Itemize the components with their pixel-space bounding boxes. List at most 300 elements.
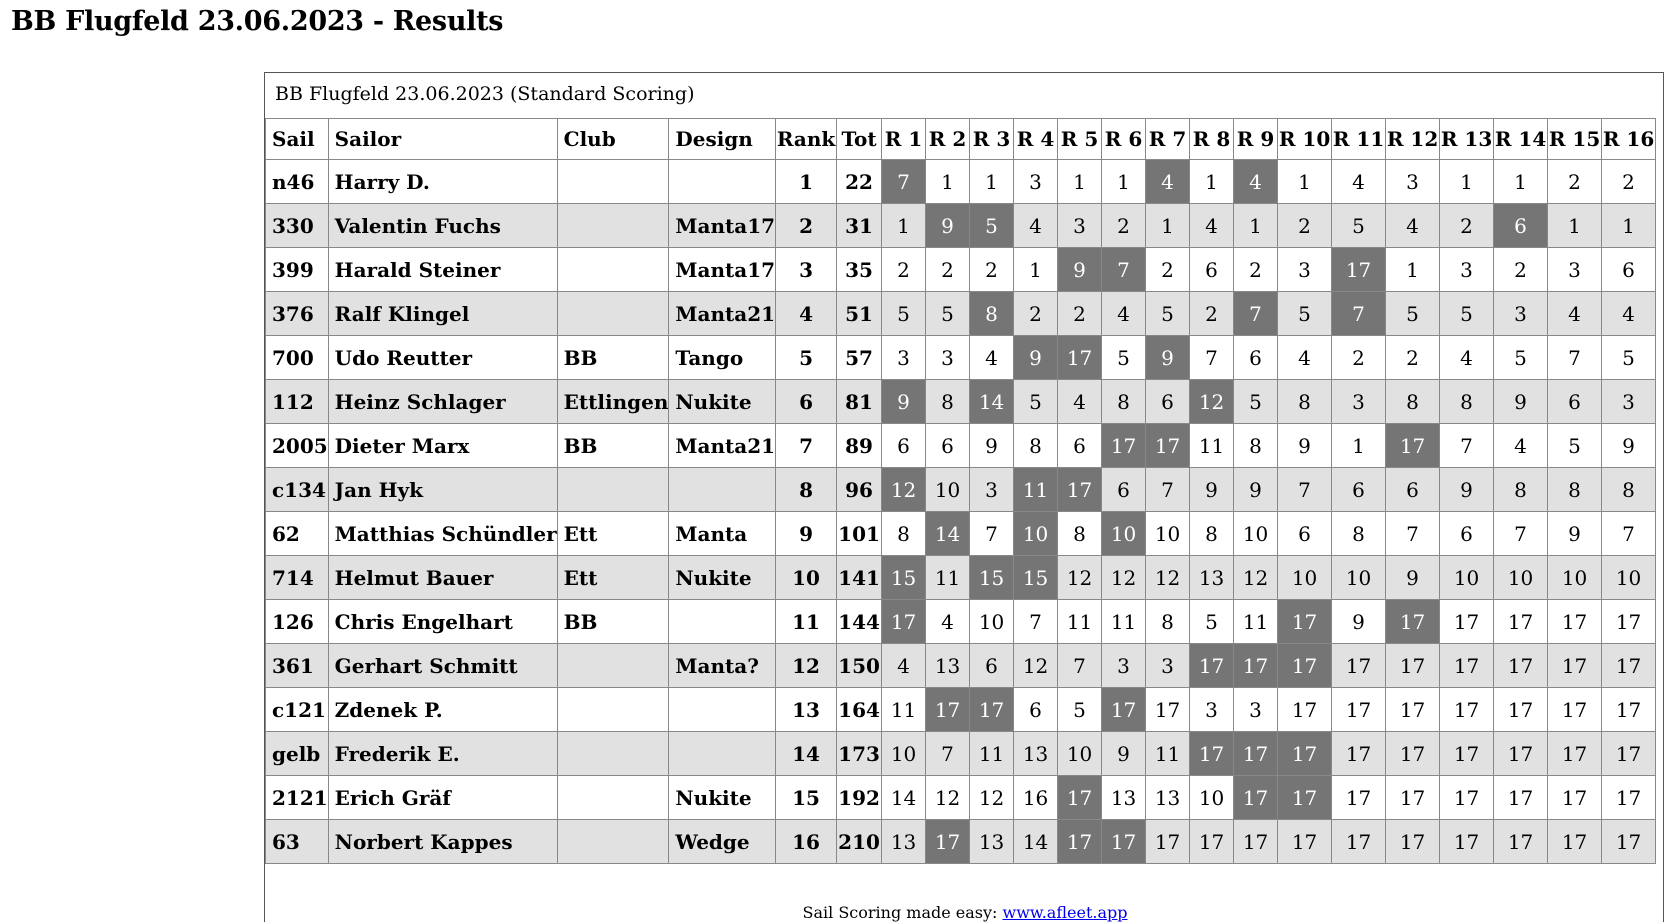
race-cell: 2 — [1058, 292, 1102, 336]
race-cell-dropped: 9 — [1058, 248, 1102, 292]
race-cell: 1 — [970, 160, 1014, 204]
race-cell: 6 — [1234, 336, 1278, 380]
results-body — [266, 160, 1656, 864]
race-cell: 2 — [1278, 204, 1332, 248]
race-cell-dropped: 17 — [926, 688, 970, 732]
race-cell: 12 — [1102, 556, 1146, 600]
race-cell: 5 — [926, 292, 970, 336]
tot-cell: 150 — [837, 644, 882, 688]
race-cell-dropped: 11 — [1014, 468, 1058, 512]
table-row — [266, 248, 1656, 292]
race-cell: 17 — [1494, 732, 1548, 776]
race-cell: 7 — [1602, 512, 1656, 556]
race-cell: 17 — [1548, 776, 1602, 820]
tot-cell: 141 — [837, 556, 882, 600]
column-header-r-6: R 6 — [1102, 119, 1146, 160]
race-cell: 1 — [1332, 424, 1386, 468]
column-header-r-1: R 1 — [882, 119, 926, 160]
race-cell: 6 — [1548, 380, 1602, 424]
race-cell: 1 — [1602, 204, 1656, 248]
race-cell: 1 — [1440, 160, 1494, 204]
race-cell-dropped: 17 — [970, 688, 1014, 732]
race-cell: 7 — [1190, 336, 1234, 380]
sailor-cell: Matthias Schündler — [328, 512, 557, 556]
club-cell — [557, 468, 669, 512]
sail-cell: c121 — [266, 688, 329, 732]
race-cell: 5 — [882, 292, 926, 336]
race-cell: 17 — [1602, 644, 1656, 688]
race-cell: 6 — [882, 424, 926, 468]
race-cell: 16 — [1014, 776, 1058, 820]
race-cell: 2 — [1014, 292, 1058, 336]
race-cell: 8 — [1190, 512, 1234, 556]
race-cell: 17 — [1440, 688, 1494, 732]
rank-cell: 6 — [776, 380, 837, 424]
race-cell-dropped: 17 — [1278, 644, 1332, 688]
table-row — [266, 776, 1656, 820]
race-cell-dropped: 12 — [882, 468, 926, 512]
column-header-r-2: R 2 — [926, 119, 970, 160]
tot-cell: 31 — [837, 204, 882, 248]
race-cell: 12 — [1234, 556, 1278, 600]
column-header-r-12: R 12 — [1386, 119, 1440, 160]
race-cell: 4 — [1278, 336, 1332, 380]
tot-cell: 89 — [837, 424, 882, 468]
race-cell: 3 — [1058, 204, 1102, 248]
race-cell: 13 — [882, 820, 926, 864]
race-cell: 3 — [1190, 688, 1234, 732]
race-cell: 17 — [1548, 600, 1602, 644]
column-header-r-7: R 7 — [1146, 119, 1190, 160]
race-cell-dropped: 17 — [1102, 424, 1146, 468]
tot-cell: 173 — [837, 732, 882, 776]
sailor-cell: Chris Engelhart — [328, 600, 557, 644]
race-cell: 17 — [1146, 820, 1190, 864]
race-cell: 4 — [882, 644, 926, 688]
race-cell: 12 — [970, 776, 1014, 820]
sail-cell: 2121 — [266, 776, 329, 820]
race-cell: 8 — [1278, 380, 1332, 424]
race-cell: 6 — [1146, 380, 1190, 424]
race-cell: 10 — [1234, 512, 1278, 556]
design-cell: Nukite — [669, 556, 776, 600]
race-cell: 17 — [1146, 688, 1190, 732]
club-cell — [557, 732, 669, 776]
race-cell: 2 — [1548, 160, 1602, 204]
rank-cell: 8 — [776, 468, 837, 512]
club-cell — [557, 292, 669, 336]
race-cell: 13 — [970, 820, 1014, 864]
tot-cell: 51 — [837, 292, 882, 336]
club-cell: Ett — [557, 556, 669, 600]
table-row — [266, 292, 1656, 336]
race-cell: 10 — [1440, 556, 1494, 600]
club-cell — [557, 160, 669, 204]
race-cell: 6 — [1386, 468, 1440, 512]
tot-cell: 144 — [837, 600, 882, 644]
column-header-r-3: R 3 — [970, 119, 1014, 160]
club-cell: BB — [557, 424, 669, 468]
design-cell — [669, 600, 776, 644]
race-cell: 8 — [926, 380, 970, 424]
rank-cell: 12 — [776, 644, 837, 688]
sail-cell: 126 — [266, 600, 329, 644]
race-cell: 5 — [1278, 292, 1332, 336]
race-cell: 17 — [1332, 732, 1386, 776]
tot-cell: 192 — [837, 776, 882, 820]
sail-cell: 63 — [266, 820, 329, 864]
race-cell: 9 — [970, 424, 1014, 468]
club-cell: Ett — [557, 512, 669, 556]
race-cell: 17 — [1548, 820, 1602, 864]
sail-cell: 2005 — [266, 424, 329, 468]
sailor-cell: Helmut Bauer — [328, 556, 557, 600]
race-cell: 17 — [1332, 820, 1386, 864]
race-cell: 2 — [970, 248, 1014, 292]
table-row — [266, 512, 1656, 556]
race-cell-dropped: 5 — [970, 204, 1014, 248]
race-cell: 1 — [1190, 160, 1234, 204]
race-cell: 9 — [1386, 556, 1440, 600]
race-cell-dropped: 17 — [1332, 248, 1386, 292]
race-cell: 6 — [1332, 468, 1386, 512]
race-cell: 6 — [1058, 424, 1102, 468]
race-cell: 11 — [882, 688, 926, 732]
design-cell — [669, 160, 776, 204]
sail-cell: 62 — [266, 512, 329, 556]
column-header-sail: Sail — [266, 119, 329, 160]
race-cell: 17 — [1440, 776, 1494, 820]
race-cell-dropped: 9 — [1146, 336, 1190, 380]
race-cell: 14 — [882, 776, 926, 820]
rank-cell: 11 — [776, 600, 837, 644]
race-cell: 8 — [1332, 512, 1386, 556]
race-cell: 7 — [926, 732, 970, 776]
tot-cell: 35 — [837, 248, 882, 292]
rank-cell: 3 — [776, 248, 837, 292]
rank-cell: 16 — [776, 820, 837, 864]
table-row — [266, 688, 1656, 732]
table-caption: BB Flugfeld 23.06.2023 (Standard Scoring) — [275, 83, 695, 105]
race-cell: 6 — [926, 424, 970, 468]
race-cell: 7 — [1014, 600, 1058, 644]
race-cell: 3 — [882, 336, 926, 380]
race-cell: 13 — [1190, 556, 1234, 600]
club-cell — [557, 204, 669, 248]
race-cell: 17 — [1548, 732, 1602, 776]
design-cell: Manta17 — [669, 204, 776, 248]
race-cell-dropped: 17 — [926, 820, 970, 864]
sailor-cell: Valentin Fuchs — [328, 204, 557, 248]
race-cell: 3 — [1234, 688, 1278, 732]
race-cell: 6 — [1278, 512, 1332, 556]
race-cell-dropped: 17 — [1190, 644, 1234, 688]
design-cell: Wedge — [669, 820, 776, 864]
race-cell: 4 — [1602, 292, 1656, 336]
race-cell: 17 — [1278, 820, 1332, 864]
column-header-r-9: R 9 — [1234, 119, 1278, 160]
design-cell: Manta21 — [669, 424, 776, 468]
race-cell: 12 — [926, 776, 970, 820]
column-header-r-15: R 15 — [1548, 119, 1602, 160]
table-row — [266, 160, 1656, 204]
race-cell-dropped: 17 — [1278, 732, 1332, 776]
race-cell: 17 — [1332, 644, 1386, 688]
sail-cell: 376 — [266, 292, 329, 336]
race-cell-dropped: 17 — [1234, 776, 1278, 820]
race-cell: 17 — [1494, 820, 1548, 864]
race-cell: 8 — [1548, 468, 1602, 512]
race-cell: 3 — [1494, 292, 1548, 336]
race-cell: 14 — [1014, 820, 1058, 864]
design-cell: Tango — [669, 336, 776, 380]
race-cell: 5 — [1014, 380, 1058, 424]
club-cell — [557, 248, 669, 292]
rank-cell: 2 — [776, 204, 837, 248]
race-cell: 5 — [1494, 336, 1548, 380]
sailor-cell: Zdenek P. — [328, 688, 557, 732]
race-cell: 7 — [1386, 512, 1440, 556]
race-cell: 10 — [882, 732, 926, 776]
race-cell-dropped: 6 — [1494, 204, 1548, 248]
race-cell: 17 — [1602, 732, 1656, 776]
race-cell: 17 — [1278, 688, 1332, 732]
race-cell: 4 — [1332, 160, 1386, 204]
race-cell: 4 — [1190, 204, 1234, 248]
design-cell: Manta17 — [669, 248, 776, 292]
race-cell: 5 — [1386, 292, 1440, 336]
column-header-club: Club — [557, 119, 669, 160]
race-cell: 5 — [1102, 336, 1146, 380]
race-cell: 2 — [1190, 292, 1234, 336]
sail-cell: 330 — [266, 204, 329, 248]
race-cell: 2 — [926, 248, 970, 292]
race-cell: 2 — [1602, 160, 1656, 204]
afleet-link[interactable]: www.afleet.app — [1002, 903, 1128, 922]
rank-cell: 5 — [776, 336, 837, 380]
race-cell: 10 — [1548, 556, 1602, 600]
race-cell: 1 — [1494, 160, 1548, 204]
race-cell-dropped: 17 — [1058, 820, 1102, 864]
race-cell-dropped: 10 — [1102, 512, 1146, 556]
race-cell: 2 — [1332, 336, 1386, 380]
race-cell: 13 — [1014, 732, 1058, 776]
race-cell: 6 — [970, 644, 1014, 688]
race-cell-dropped: 17 — [1058, 468, 1102, 512]
tot-cell: 96 — [837, 468, 882, 512]
column-header-tot: Tot — [837, 119, 882, 160]
race-cell: 17 — [1332, 688, 1386, 732]
sailor-cell: Frederik E. — [328, 732, 557, 776]
race-cell-dropped: 9 — [882, 380, 926, 424]
column-header-r-13: R 13 — [1440, 119, 1494, 160]
race-cell: 9 — [1440, 468, 1494, 512]
race-cell-dropped: 17 — [1190, 732, 1234, 776]
race-cell: 3 — [1440, 248, 1494, 292]
sail-cell: 714 — [266, 556, 329, 600]
header-row — [266, 119, 1656, 160]
race-cell-dropped: 15 — [882, 556, 926, 600]
race-cell: 3 — [1602, 380, 1656, 424]
race-cell: 2 — [1440, 204, 1494, 248]
race-cell-dropped: 12 — [1190, 380, 1234, 424]
race-cell: 8 — [1234, 424, 1278, 468]
race-cell: 10 — [1190, 776, 1234, 820]
rank-cell: 14 — [776, 732, 837, 776]
race-cell: 1 — [1386, 248, 1440, 292]
column-header-r-14: R 14 — [1494, 119, 1548, 160]
race-cell-dropped: 17 — [1278, 776, 1332, 820]
race-cell: 17 — [1386, 688, 1440, 732]
race-cell: 8 — [1494, 468, 1548, 512]
club-cell — [557, 776, 669, 820]
design-cell: Manta — [669, 512, 776, 556]
race-cell: 10 — [1146, 512, 1190, 556]
table-row — [266, 644, 1656, 688]
rank-cell: 13 — [776, 688, 837, 732]
sail-cell: 700 — [266, 336, 329, 380]
race-cell: 4 — [1014, 204, 1058, 248]
race-cell-dropped: 9 — [1014, 336, 1058, 380]
race-cell: 6 — [1602, 248, 1656, 292]
column-header-r-4: R 4 — [1014, 119, 1058, 160]
sailor-cell: Ralf Klingel — [328, 292, 557, 336]
race-cell: 17 — [1494, 776, 1548, 820]
race-cell-dropped: 14 — [926, 512, 970, 556]
race-cell: 2 — [882, 248, 926, 292]
race-cell: 2 — [1494, 248, 1548, 292]
race-cell-dropped: 8 — [970, 292, 1014, 336]
race-cell: 17 — [1440, 600, 1494, 644]
sail-cell: 112 — [266, 380, 329, 424]
column-header-r-16: R 16 — [1602, 119, 1656, 160]
rank-cell: 10 — [776, 556, 837, 600]
race-cell-dropped: 17 — [1386, 600, 1440, 644]
race-cell: 1 — [1146, 204, 1190, 248]
race-cell: 3 — [1278, 248, 1332, 292]
sail-cell: n46 — [266, 160, 329, 204]
design-cell: Nukite — [669, 380, 776, 424]
design-cell: Manta? — [669, 644, 776, 688]
race-cell: 13 — [1146, 776, 1190, 820]
rank-cell: 15 — [776, 776, 837, 820]
rank-cell: 7 — [776, 424, 837, 468]
club-cell: BB — [557, 336, 669, 380]
race-cell: 7 — [970, 512, 1014, 556]
sail-cell: 361 — [266, 644, 329, 688]
race-cell: 7 — [1278, 468, 1332, 512]
race-cell: 11 — [1058, 600, 1102, 644]
race-cell: 17 — [1386, 776, 1440, 820]
tot-cell: 57 — [837, 336, 882, 380]
sail-cell: 399 — [266, 248, 329, 292]
table-row — [266, 556, 1656, 600]
race-cell-dropped: 17 — [1146, 424, 1190, 468]
race-cell: 7 — [1146, 468, 1190, 512]
column-header-r-5: R 5 — [1058, 119, 1102, 160]
race-cell: 5 — [1190, 600, 1234, 644]
race-cell-dropped: 15 — [1014, 556, 1058, 600]
race-cell: 11 — [926, 556, 970, 600]
results-table — [265, 118, 1656, 864]
race-cell: 11 — [970, 732, 1014, 776]
column-header-r-11: R 11 — [1332, 119, 1386, 160]
race-cell: 11 — [1146, 732, 1190, 776]
sailor-cell: Erich Gräf — [328, 776, 557, 820]
race-cell: 12 — [1014, 644, 1058, 688]
race-cell-dropped: 7 — [1234, 292, 1278, 336]
race-cell: 10 — [926, 468, 970, 512]
race-cell: 4 — [1440, 336, 1494, 380]
race-cell: 9 — [1332, 600, 1386, 644]
race-cell: 17 — [1602, 688, 1656, 732]
race-cell: 3 — [1386, 160, 1440, 204]
race-cell: 17 — [1548, 688, 1602, 732]
table-row — [266, 600, 1656, 644]
race-cell: 5 — [1440, 292, 1494, 336]
race-cell-dropped: 10 — [1014, 512, 1058, 556]
race-cell: 9 — [1602, 424, 1656, 468]
race-cell: 9 — [1102, 732, 1146, 776]
race-cell: 11 — [1234, 600, 1278, 644]
race-cell: 4 — [1386, 204, 1440, 248]
race-cell: 10 — [1278, 556, 1332, 600]
design-cell — [669, 468, 776, 512]
tot-cell: 22 — [837, 160, 882, 204]
race-cell: 3 — [1548, 248, 1602, 292]
race-cell: 2 — [1234, 248, 1278, 292]
column-header-rank: Rank — [776, 119, 837, 160]
race-cell: 2 — [1102, 204, 1146, 248]
tot-cell: 210 — [837, 820, 882, 864]
sail-cell: gelb — [266, 732, 329, 776]
race-cell: 1 — [1058, 160, 1102, 204]
column-header-sailor: Sailor — [328, 119, 557, 160]
race-cell: 17 — [1494, 688, 1548, 732]
race-cell: 8 — [1014, 424, 1058, 468]
table-row — [266, 424, 1656, 468]
race-cell: 8 — [1440, 380, 1494, 424]
race-cell: 17 — [1494, 644, 1548, 688]
sailor-cell: Norbert Kappes — [328, 820, 557, 864]
race-cell: 8 — [1386, 380, 1440, 424]
race-cell-dropped: 17 — [882, 600, 926, 644]
results-container — [264, 72, 1664, 922]
race-cell: 1 — [1102, 160, 1146, 204]
race-cell: 3 — [926, 336, 970, 380]
race-cell-dropped: 17 — [1386, 424, 1440, 468]
club-cell — [557, 644, 669, 688]
sailor-cell: Heinz Schlager — [328, 380, 557, 424]
table-row — [266, 336, 1656, 380]
race-cell: 4 — [1548, 292, 1602, 336]
race-cell: 10 — [1332, 556, 1386, 600]
race-cell: 8 — [1102, 380, 1146, 424]
club-cell: Ettlingen — [557, 380, 669, 424]
race-cell: 3 — [1102, 644, 1146, 688]
footer — [265, 903, 1665, 922]
design-cell — [669, 688, 776, 732]
race-cell: 10 — [970, 600, 1014, 644]
tot-cell: 164 — [837, 688, 882, 732]
sail-cell: c134 — [266, 468, 329, 512]
race-cell: 13 — [1102, 776, 1146, 820]
race-cell: 7 — [1494, 512, 1548, 556]
race-cell: 7 — [1440, 424, 1494, 468]
race-cell-dropped: 7 — [1332, 292, 1386, 336]
page-title: BB Flugfeld 23.06.2023 - Results — [11, 6, 504, 37]
race-cell: 17 — [1386, 644, 1440, 688]
